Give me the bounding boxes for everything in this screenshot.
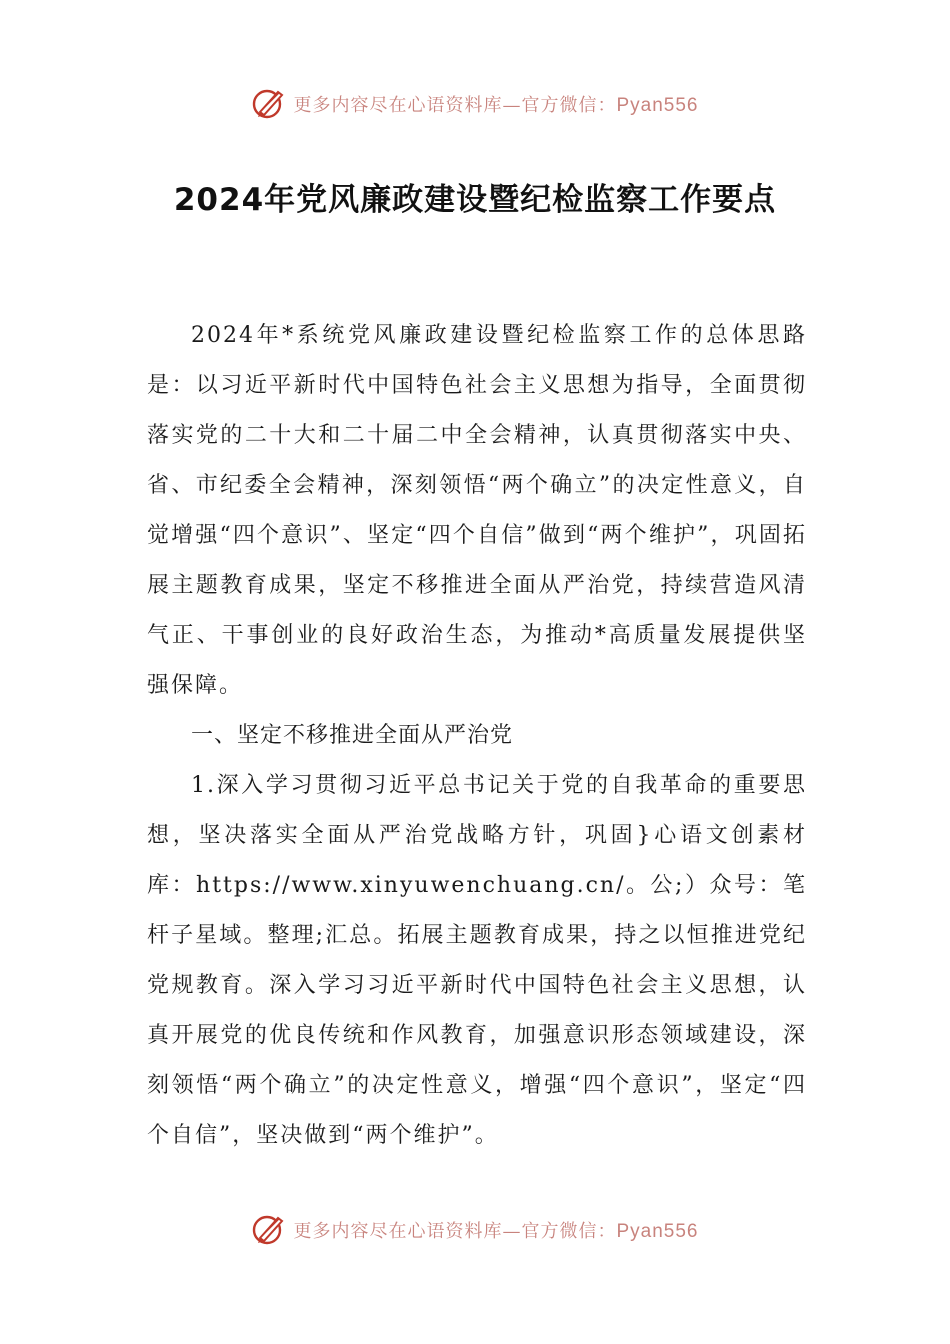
watermark-label: 更多内容尽在心语资料库—官方微信： xyxy=(293,1221,617,1242)
watermark-wechat-id: Pyan556 xyxy=(616,1221,699,1242)
pen-logo-icon xyxy=(251,86,287,122)
watermark-text xyxy=(293,91,698,117)
watermark-label: 更多内容尽在心语资料库—官方微信： xyxy=(293,95,617,116)
document-title: 2024年党风廉政建设暨纪检监察工作要点 xyxy=(173,182,777,218)
section-heading: 一、坚定不移推进全面从严治党 xyxy=(191,723,514,748)
watermark-text xyxy=(293,1217,698,1243)
paragraph-item-1: 1.深入学习贯彻习近平总书记关于党的自我革命的重要思想，坚决落实全面从严治党战略方针，巩固}心语文创素材库：https://www.xinyuwenchuang.cn/。公;）众号：笔杆子星域。整理;汇总。拓展主题教育成果，持之以恒推进党纪党规教育。深入学习习近平新时代中国特色社会主义思想，认真开展党的优良传统和作风教育，加强意识形态领域建设，深刻领悟“两个确立”的决定性意义，增强“四个意识”，坚定“四个自信”，坚决做到“两个维护”。 xyxy=(147,773,807,1148)
footer-watermark xyxy=(0,1208,950,1252)
document-body xyxy=(147,311,807,1161)
header-watermark xyxy=(0,82,950,126)
watermark-wechat-id: Pyan556 xyxy=(616,95,699,116)
paragraph-overview: 2024年*系统党风廉政建设暨纪检监察工作的总体思路是：以习近平新时代中国特色社会主义思想为指导，全面贯彻落实党的二十大和二十届二中全会精神，认真贯彻落实中央、省、市纪委全会精神，深刻领悟“两个确立”的决定性意义，自觉增强“四个意识”、坚定“四个自信”做到“两个维护”，巩固拓展主题教育成果，坚定不移推进全面从严治党，持续营造风清气正、干事创业的良好政治生态，为推动*高质量发展提供坚强保障。 xyxy=(147,323,807,698)
pen-logo-icon xyxy=(251,1212,287,1248)
